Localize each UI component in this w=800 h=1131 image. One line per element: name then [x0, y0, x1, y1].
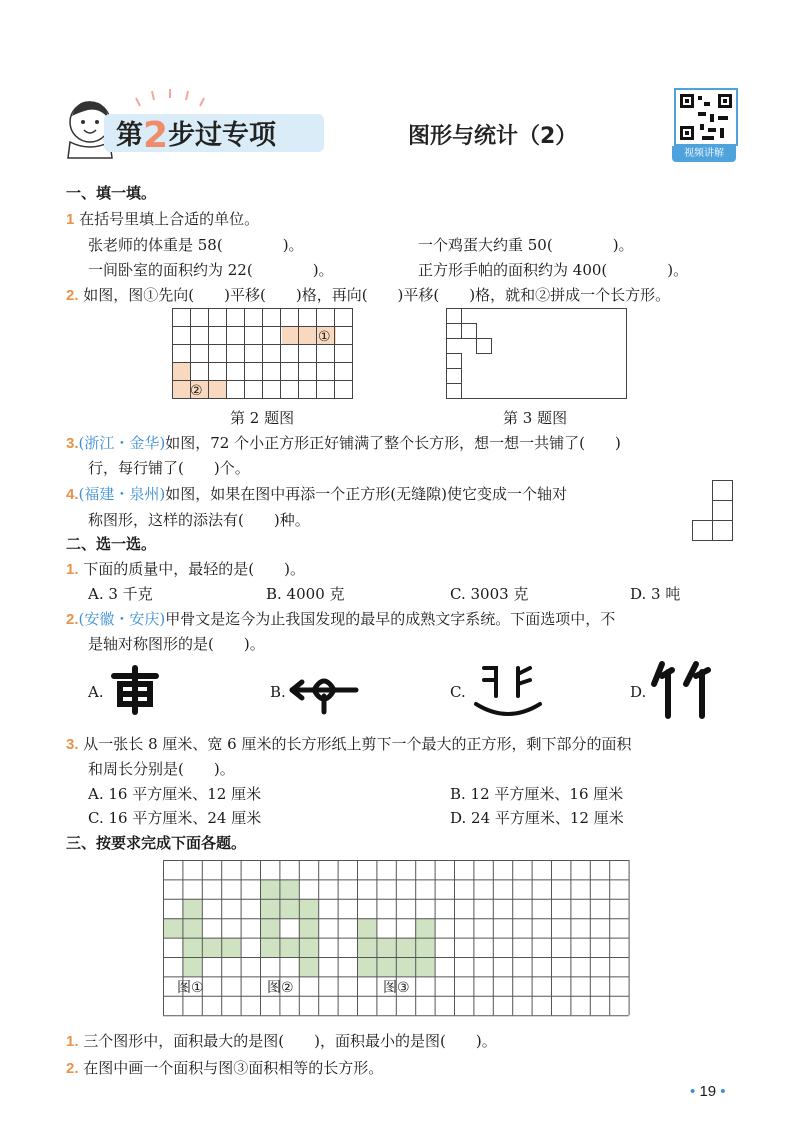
- q2-3-option-a[interactable]: A. 16 平方厘米、12 厘米: [88, 785, 262, 803]
- q2-3-option-d[interactable]: D. 24 平方厘米、12 厘米: [450, 809, 624, 827]
- q1-3: 3.(浙江・金华)如图，72 个小正方形正好铺满了整个长方形，想一想一共铺了( ): [66, 434, 621, 452]
- q1-1-line1b: 一个鸡蛋大约重 50( )。: [418, 236, 634, 254]
- q1-3-line2: 行，每行铺了( )个。: [88, 459, 250, 477]
- q2-1: 1. 下面的质量中，最轻的是( )。: [66, 560, 306, 578]
- q2-1-option-a[interactable]: A. 3 千克: [88, 585, 153, 603]
- q2-1-option-b[interactable]: B. 4000 克: [266, 585, 345, 603]
- fig-label-3: 图③: [383, 980, 410, 996]
- q3-rectangle-figure: [446, 308, 630, 400]
- q1-4-line2: 称图形，这样的添法有( )种。: [88, 511, 310, 529]
- q2-2-line2: 是轴对称图形的是( )。: [88, 635, 265, 653]
- section2-heading: 二、选一选。: [66, 535, 157, 553]
- q2-2-option-a-label[interactable]: A.: [88, 683, 104, 701]
- section3-heading: 三、按要求完成下面各题。: [66, 834, 247, 852]
- figure-label-1: ①: [318, 329, 331, 345]
- oracle-glyph-a-icon: [110, 664, 160, 716]
- q2-1-option-d[interactable]: D. 3 吨: [630, 585, 681, 603]
- q1-4: 4.(福建・泉州)如图，如果在图中再添一个正方形(无缝隙)使它变成一个轴对: [66, 485, 567, 503]
- section1-heading: 一、填一填。: [66, 184, 157, 202]
- q2-2-option-b-label[interactable]: B.: [270, 683, 286, 701]
- q2-2-option-c-label[interactable]: C.: [450, 683, 466, 701]
- fig-label-2: 图②: [267, 980, 294, 996]
- q3-1: 1. 三个图形中，面积最大的是图( )，面积最小的是图( )。: [66, 1032, 497, 1050]
- oracle-glyph-b-icon: [288, 666, 360, 716]
- fig-label-1: 图①: [177, 980, 204, 996]
- q2-3-option-b[interactable]: B. 12 平方厘米、16 厘米: [450, 785, 624, 803]
- page-title: 图形与统计（2）: [408, 124, 578, 149]
- oracle-glyph-d-icon: [650, 656, 726, 722]
- q2-3: 3. 从一张长 8 厘米、宽 6 厘米的长方形纸上剪下一个最大的正方形，剩下部分的面积: [66, 735, 632, 753]
- q3-2: 2. 在图中画一个面积与图③面积相等的长方形。: [66, 1059, 384, 1077]
- q1-1: 1 在括号里填上合适的单位。: [66, 210, 260, 228]
- q4-squares-figure: [692, 480, 742, 544]
- q2-3-option-c[interactable]: C. 16 平方厘米、24 厘米: [88, 809, 262, 827]
- sun-rays-icon: [130, 86, 210, 110]
- figure-label-2: ②: [190, 383, 203, 399]
- q2-3-line2: 和周长分别是( )。: [88, 760, 235, 778]
- q2-2-option-d-label[interactable]: D.: [630, 683, 647, 701]
- q2-2: 2.(安徽・安庆)甲骨文是迄今为止我国发现的最早的成熟文字系统。下面选项中，不: [66, 610, 616, 628]
- section3-grid-figure: [163, 860, 633, 1018]
- step-heading: 第2步过专项: [116, 115, 277, 156]
- page-number: • 19 •: [690, 1083, 726, 1100]
- caption-q2: 第 2 题图: [230, 409, 295, 427]
- q1-1-line2a: 一间卧室的面积约为 22( )。: [88, 261, 334, 279]
- q1-2: 2. 如图，图①先向( )平移( )格，再向( )平移( )格，就和②拼成一个长方形。: [66, 286, 671, 304]
- q1-1-line2b: 正方形手帕的面积约为 400( )。: [418, 261, 689, 279]
- oracle-glyph-c-icon: [470, 660, 546, 720]
- q2-1-option-c[interactable]: C. 3003 克: [450, 585, 529, 603]
- caption-q3: 第 3 题图: [503, 409, 568, 427]
- q2-grid-figure: [172, 308, 362, 400]
- q1-1-line1a: 张老师的体重是 58( )。: [88, 236, 304, 254]
- qr-label: 视频讲解: [672, 146, 736, 162]
- qr-code-icon[interactable]: [674, 88, 738, 146]
